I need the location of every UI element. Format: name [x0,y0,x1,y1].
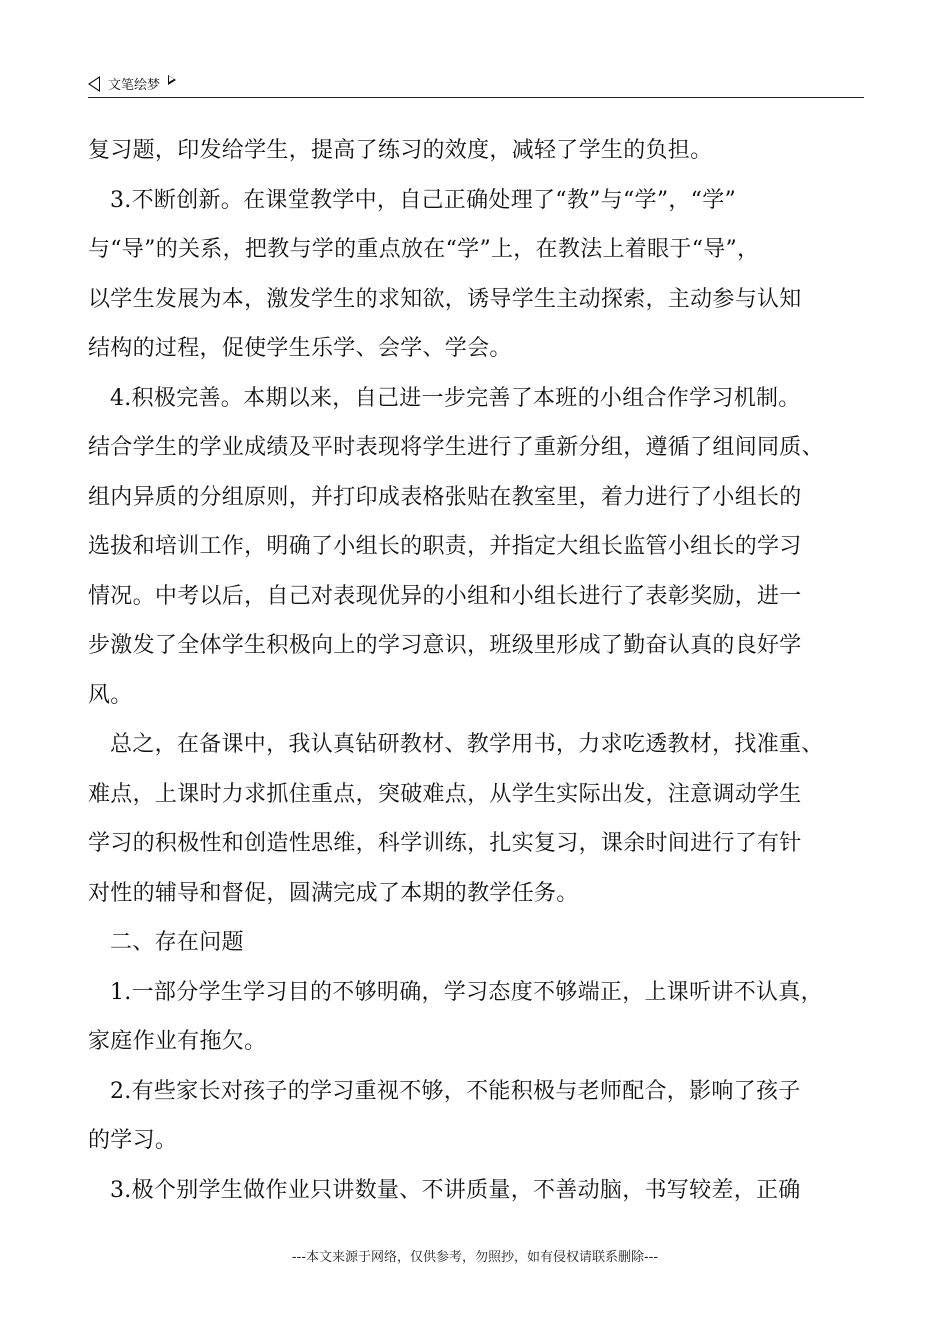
section-heading: 二、存在问题 [110,930,244,955]
triangle-left-outline-icon [88,76,100,92]
text-line: 3.不断创新。在课堂教学中，自己正确处理了“教”与“学”，“学” [110,187,737,213]
text-line: 步激发了全体学生积极向上的学习意识，班级里形成了勤奋认真的良好学 [88,633,802,658]
text-line: 复习题，印发给学生，提高了练习的效度，减轻了学生的负担。 [88,138,713,163]
text-line: 3.极个别学生做作业只讲数量、不讲质量，不善动脑，书写较差，正确 [110,1177,801,1203]
text-line: 1.一部分学生学习目的不够明确，学习态度不够端正，上课听讲不认真， [110,979,823,1005]
text-line: 以学生发展为本，激发学生的求知欲，诱导学生主动探索，主动参与认知 [88,286,802,312]
text-line: 家庭作业有拖欠。 [88,1029,267,1054]
text-line: 2.有些家长对孩子的学习重视不够，不能积极与老师配合，影响了孩子 [110,1078,801,1104]
text-line: 组内异质的分组原则，并打印成表格张贴在教室里，着力进行了小组长的 [88,484,802,510]
text-line: 结构的过程，促使学生乐学、会学、学会。 [88,336,512,361]
document-body [88,126,878,1215]
text-line: 总之，在备课中，我认真钻研教材、教学用书，力求吃透教材，找准重、 [110,732,824,757]
triangle-right-outline-icon [168,75,176,85]
text-line: 情况。中考以后，自己对表现优异的小组和小组长进行了表彰奖励，进一 [88,583,802,609]
page-header [88,70,864,98]
text-line: 结合学生的学业成绩及平时表现将学生进行了重新分组，遵循了组间同质、 [88,435,824,460]
page-footer: ---本文来源于网络，仅供参考，勿照抄，如有侵权请联系删除--- [291,1250,659,1265]
text-line: 难点，上课时力求抓住重点，突破难点，从学生实际出发，注意调动学生 [88,781,802,807]
text-line: 选拔和培训工作，明确了小组长的职责，并指定大组长监管小组长的学习 [88,534,802,559]
text-line: 风。 [88,682,133,708]
header-rule [88,97,864,98]
text-line: 4.积极完善。本期以来，自己进一步完善了本班的小组合作学习机制。 [110,385,801,411]
text-line: 的学习。 [88,1128,178,1153]
header-brand [88,74,176,93]
text-line: 与“导”的关系，把教与学的重点放在“学”上，在教法上着眼于“导”， [88,237,760,262]
text-line: 对性的辅导和督促，圆满完成了本期的教学任务。 [88,880,579,906]
text-line: 学习的积极性和创造性思维，科学训练，扎实复习，课余时间进行了有针 [88,831,802,856]
brand-text: 文笔绘梦 [108,78,161,93]
